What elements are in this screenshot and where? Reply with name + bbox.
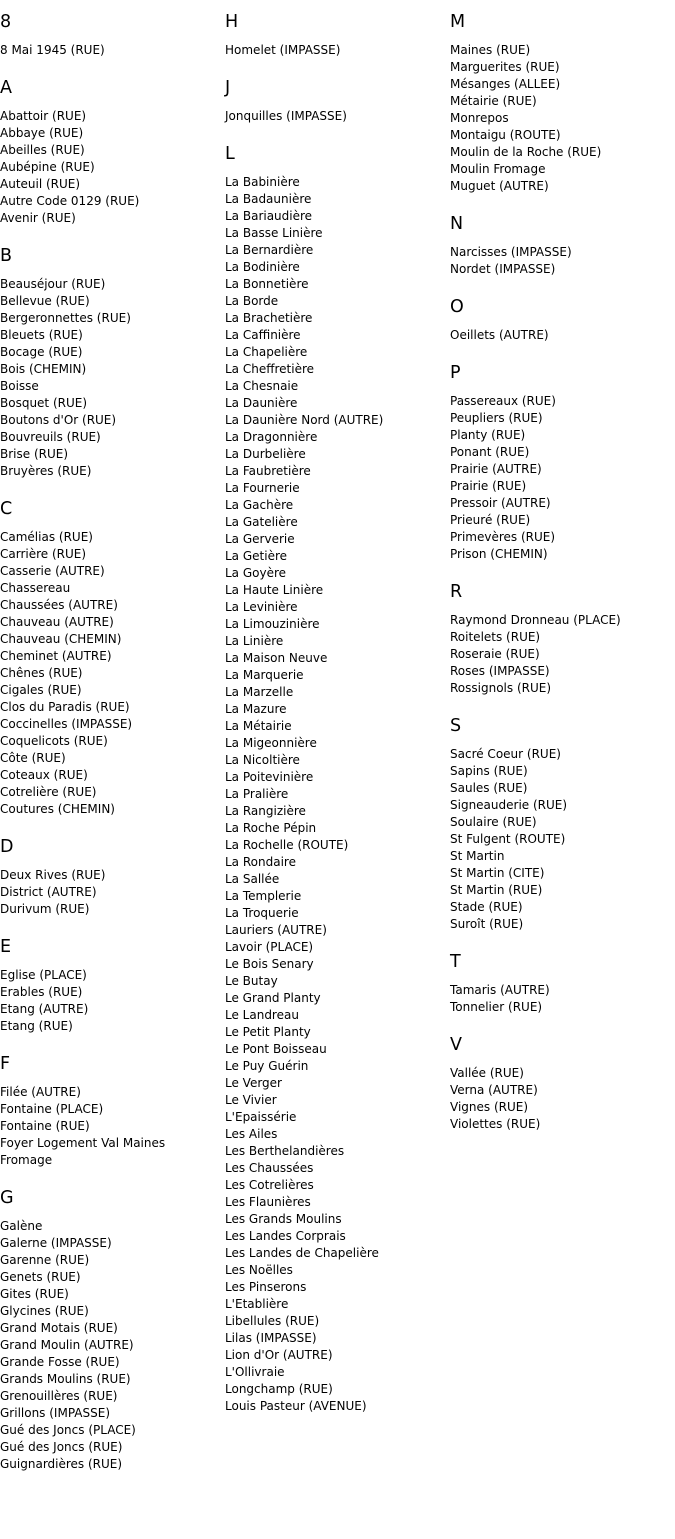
letter-heading: R	[450, 582, 463, 602]
street-name: Cigales (RUE)	[0, 683, 82, 697]
street-name: Primevères (RUE)	[450, 530, 556, 544]
street-name: La Rangizière	[225, 804, 306, 818]
street-name: Moulin Fromage	[450, 162, 546, 176]
street-name: La Rochelle (ROUTE)	[225, 838, 349, 852]
street-name: Bocage (RUE)	[0, 345, 83, 359]
street-name: Avenir (RUE)	[0, 211, 76, 225]
street-name: Tonnelier (RUE)	[450, 1000, 543, 1014]
street-name: La Daunière Nord (AUTRE)	[225, 413, 384, 427]
letter-section	[225, 144, 450, 1415]
street-list	[0, 276, 225, 480]
street-name: La Linière	[225, 634, 284, 648]
street-name: Abattoir (RUE)	[0, 109, 87, 123]
street-name: L'Etablière	[225, 1297, 289, 1311]
street-name: La Brachetière	[225, 311, 313, 325]
street-name: Les Flaunières	[225, 1195, 311, 1209]
street-name: Le Landreau	[225, 1008, 299, 1022]
street-list	[0, 967, 225, 1035]
letter-heading: B	[0, 246, 13, 266]
index-column-2	[225, 0, 450, 1415]
letter-heading: 8	[0, 12, 12, 32]
street-name: St Martin (CITE)	[450, 866, 545, 880]
street-name: Les Landes de Chapelière	[225, 1246, 379, 1260]
street-name: Montaigu (ROUTE)	[450, 128, 561, 142]
street-name: La Gatelière	[225, 515, 298, 529]
street-name: Maines (RUE)	[450, 43, 531, 57]
street-list	[450, 746, 675, 933]
street-name: La Chapelière	[225, 345, 308, 359]
street-name: Camélias (RUE)	[0, 530, 93, 544]
street-name: La Daunière	[225, 396, 298, 410]
street-name: La Goyère	[225, 566, 287, 580]
letter-section	[450, 12, 675, 195]
street-name: Fromage	[0, 1153, 53, 1167]
street-list	[0, 1084, 225, 1169]
street-name: Pressoir (AUTRE)	[450, 496, 551, 510]
street-name: Etang (AUTRE)	[0, 1002, 89, 1016]
street-name: Foyer Logement Val Maines	[0, 1136, 166, 1150]
street-name: Bellevue (RUE)	[0, 294, 90, 308]
street-name: Longchamp (RUE)	[225, 1382, 333, 1396]
street-name: Soulaire (RUE)	[450, 815, 537, 829]
street-name: La Nicoltière	[225, 753, 300, 767]
letter-section	[450, 582, 675, 697]
street-name: La Métairie	[225, 719, 292, 733]
street-name: St Fulgent (ROUTE)	[450, 832, 566, 846]
street-name: Grillons (IMPASSE)	[0, 1406, 110, 1420]
letter-heading: O	[450, 297, 464, 317]
street-list	[450, 982, 675, 1016]
street-name: Marguerites (RUE)	[450, 60, 560, 74]
street-name: Eglise (PLACE)	[0, 968, 87, 982]
street-name: Passereaux (RUE)	[450, 394, 556, 408]
street-name: La Templerie	[225, 889, 302, 903]
letter-section	[450, 716, 675, 933]
street-name: Le Pont Boisseau	[225, 1042, 327, 1056]
street-name: La Maison Neuve	[225, 651, 328, 665]
street-name: Coutures (CHEMIN)	[0, 802, 115, 816]
street-name: Bruyères (RUE)	[0, 464, 92, 478]
letter-heading: S	[450, 716, 462, 736]
street-name: Roitelets (RUE)	[450, 630, 541, 644]
street-name: Galerne (IMPASSE)	[0, 1236, 112, 1250]
street-name: Clos du Paradis (RUE)	[0, 700, 130, 714]
letter-section	[0, 1188, 225, 1473]
street-name: Les Chaussées	[225, 1161, 314, 1175]
letter-section	[450, 214, 675, 278]
street-name: La Marquerie	[225, 668, 304, 682]
street-list	[0, 529, 225, 818]
letter-section	[450, 297, 675, 344]
street-name: Chauveau (AUTRE)	[0, 615, 114, 629]
street-list	[0, 42, 225, 59]
letter-section	[0, 12, 225, 59]
street-name: La Marzelle	[225, 685, 294, 699]
street-name: Brise (RUE)	[0, 447, 69, 461]
letter-heading: H	[225, 12, 239, 32]
letter-heading: C	[0, 499, 13, 519]
letter-heading: A	[0, 78, 12, 98]
street-name: La Gachère	[225, 498, 294, 512]
street-name: Beauséjour (RUE)	[0, 277, 106, 291]
street-name: Sacré Coeur (RUE)	[450, 747, 561, 761]
street-name: Chauveau (CHEMIN)	[0, 632, 122, 646]
letter-heading: M	[450, 12, 466, 32]
street-list	[225, 42, 450, 59]
street-name: Etang (RUE)	[0, 1019, 73, 1033]
street-name: La Faubretière	[225, 464, 311, 478]
street-name: District (AUTRE)	[0, 885, 97, 899]
letter-section	[450, 363, 675, 563]
street-name: St Martin	[450, 849, 505, 863]
letter-section	[0, 1054, 225, 1169]
street-name: Deux Rives (RUE)	[0, 868, 106, 882]
street-name: Les Pinserons	[225, 1280, 307, 1294]
letter-heading: N	[450, 214, 464, 234]
letter-section	[450, 952, 675, 1016]
street-name: Sapins (RUE)	[450, 764, 528, 778]
street-name: Chênes (RUE)	[0, 666, 83, 680]
street-name: Les Berthelandières	[225, 1144, 345, 1158]
street-name: La Badaunière	[225, 192, 312, 206]
letter-section	[0, 837, 225, 918]
street-name: Suroît (RUE)	[450, 917, 524, 931]
street-list	[450, 612, 675, 697]
street-name: Galène	[0, 1219, 43, 1233]
street-name: Signeauderie (RUE)	[450, 798, 568, 812]
street-name: Fontaine (RUE)	[0, 1119, 90, 1133]
street-name: La Durbelière	[225, 447, 306, 461]
street-name: Peupliers (RUE)	[450, 411, 543, 425]
street-name: Roseraie (RUE)	[450, 647, 540, 661]
street-name: Grands Moulins (RUE)	[0, 1372, 131, 1386]
street-name: St Martin (RUE)	[450, 883, 543, 897]
street-name: Prairie (RUE)	[450, 479, 527, 493]
street-name: Gué des Joncs (RUE)	[0, 1440, 123, 1454]
street-name: Filée (AUTRE)	[0, 1085, 81, 1099]
street-name: Abeilles (RUE)	[0, 143, 85, 157]
street-name: La Troquerie	[225, 906, 299, 920]
street-name: La Rondaire	[225, 855, 296, 869]
street-name: Autre Code 0129 (RUE)	[0, 194, 140, 208]
street-name: Lion d'Or (AUTRE)	[225, 1348, 333, 1362]
street-name: La Babinière	[225, 175, 300, 189]
street-name: Coquelicots (RUE)	[0, 734, 108, 748]
street-name: Raymond Dronneau (PLACE)	[450, 613, 621, 627]
street-name: Grand Moulin (AUTRE)	[0, 1338, 134, 1352]
street-name: La Levinière	[225, 600, 298, 614]
street-name: 8 Mai 1945 (RUE)	[0, 43, 105, 57]
street-name: Homelet (IMPASSE)	[225, 43, 341, 57]
street-name: Monrepos	[450, 111, 509, 125]
index-column-1	[0, 0, 225, 1473]
street-name: Les Grands Moulins	[225, 1212, 342, 1226]
street-list	[450, 1065, 675, 1133]
street-name: Prairie (AUTRE)	[450, 462, 542, 476]
street-name: Grand Motais (RUE)	[0, 1321, 118, 1335]
street-name: Le Grand Planty	[225, 991, 321, 1005]
street-list	[450, 42, 675, 195]
street-name: Jonquilles (IMPASSE)	[225, 109, 347, 123]
street-name: Erables (RUE)	[0, 985, 83, 999]
street-name: Bouvreuils (RUE)	[0, 430, 101, 444]
street-name: Grande Fosse (RUE)	[0, 1355, 120, 1369]
street-name: Les Ailes	[225, 1127, 278, 1141]
street-name: Moulin de la Roche (RUE)	[450, 145, 602, 159]
street-name: Durivum (RUE)	[0, 902, 90, 916]
street-name: Prison (CHEMIN)	[450, 547, 548, 561]
street-name: Aubépine (RUE)	[0, 160, 95, 174]
street-name: La Bariaudière	[225, 209, 313, 223]
street-name: Bergeronnettes (RUE)	[0, 311, 131, 325]
street-name: Le Vivier	[225, 1093, 277, 1107]
street-name: Chaussées (AUTRE)	[0, 598, 118, 612]
street-name: La Migeonnière	[225, 736, 317, 750]
street-name: La Bodinière	[225, 260, 300, 274]
street-name: Bosquet (RUE)	[0, 396, 88, 410]
street-name: Vallée (RUE)	[450, 1066, 524, 1080]
street-name: Lavoir (PLACE)	[225, 940, 314, 954]
street-name: Genets (RUE)	[0, 1270, 81, 1284]
street-name: Métairie (RUE)	[450, 94, 537, 108]
street-name: La Caffinière	[225, 328, 301, 342]
street-list	[450, 244, 675, 278]
street-name: Tamaris (AUTRE)	[450, 983, 550, 997]
letter-heading: F	[0, 1054, 11, 1074]
street-name: Cotrelière (RUE)	[0, 785, 97, 799]
street-name: La Bernardière	[225, 243, 314, 257]
letter-section	[0, 246, 225, 480]
street-name: Stade (RUE)	[450, 900, 523, 914]
street-name: La Fournerie	[225, 481, 300, 495]
street-name: Lauriers (AUTRE)	[225, 923, 327, 937]
street-name: La Roche Pépin	[225, 821, 317, 835]
street-name: Garenne (RUE)	[0, 1253, 90, 1267]
street-name: Muguet (AUTRE)	[450, 179, 549, 193]
street-name: La Limouzinière	[225, 617, 320, 631]
street-name: Carrière (RUE)	[0, 547, 87, 561]
street-list	[0, 1218, 225, 1473]
letter-section	[0, 499, 225, 818]
street-name: Boutons d'Or (RUE)	[0, 413, 117, 427]
street-name: Les Noëlles	[225, 1263, 293, 1277]
street-name: Coteaux (RUE)	[0, 768, 88, 782]
letter-section	[0, 78, 225, 227]
street-name: La Getière	[225, 549, 288, 563]
street-name: La Pralière	[225, 787, 289, 801]
street-name: Prieuré (RUE)	[450, 513, 531, 527]
street-name: Le Butay	[225, 974, 278, 988]
street-name: Vignes (RUE)	[450, 1100, 529, 1114]
street-name: Oeillets (AUTRE)	[450, 328, 549, 342]
street-name: La Dragonnière	[225, 430, 318, 444]
street-name: Le Verger	[225, 1076, 282, 1090]
street-name: L'Ollivraie	[225, 1365, 285, 1379]
street-name: Coccinelles (IMPASSE)	[0, 717, 133, 731]
street-name: Ponant (RUE)	[450, 445, 530, 459]
street-name: L'Epaissérie	[225, 1110, 297, 1124]
street-name: Bois (CHEMIN)	[0, 362, 87, 376]
letter-heading: J	[225, 78, 231, 98]
street-name: La Borde	[225, 294, 279, 308]
street-name: La Poitevinière	[225, 770, 314, 784]
street-list	[225, 108, 450, 125]
letter-heading: L	[225, 144, 235, 164]
street-name: La Gerverie	[225, 532, 295, 546]
street-list	[450, 327, 675, 344]
street-name: Planty (RUE)	[450, 428, 526, 442]
letter-section	[225, 78, 450, 125]
street-name: Bleuets (RUE)	[0, 328, 83, 342]
street-name: Gué des Joncs (PLACE)	[0, 1423, 136, 1437]
street-name: Saules (RUE)	[450, 781, 528, 795]
letter-heading: P	[450, 363, 461, 383]
letter-heading: V	[450, 1035, 462, 1055]
street-name: La Haute Linière	[225, 583, 324, 597]
letter-heading: T	[450, 952, 461, 972]
street-name: Nordet (IMPASSE)	[450, 262, 556, 276]
street-list	[0, 867, 225, 918]
street-name: Les Cotrelières	[225, 1178, 314, 1192]
street-name: La Bonnetière	[225, 277, 309, 291]
letter-heading: D	[0, 837, 14, 857]
street-name: Le Petit Planty	[225, 1025, 311, 1039]
street-name: Gites (RUE)	[0, 1287, 69, 1301]
street-name: La Sallée	[225, 872, 280, 886]
street-name: Le Bois Senary	[225, 957, 314, 971]
letter-heading: G	[0, 1188, 14, 1208]
street-name: Cheminet (AUTRE)	[0, 649, 112, 663]
street-name: Grenouillères (RUE)	[0, 1389, 118, 1403]
street-name: La Mazure	[225, 702, 287, 716]
letter-heading: E	[0, 937, 12, 957]
letter-section	[225, 12, 450, 59]
letter-section	[0, 937, 225, 1035]
street-name: Guignardières (RUE)	[0, 1457, 123, 1471]
street-name: Côte (RUE)	[0, 751, 66, 765]
street-list	[0, 108, 225, 227]
street-list	[450, 393, 675, 563]
street-name: Violettes (RUE)	[450, 1117, 541, 1131]
street-name: La Cheffretière	[225, 362, 315, 376]
street-name: Le Puy Guérin	[225, 1059, 309, 1073]
index-column-3	[450, 0, 675, 1133]
street-name: Les Landes Corprais	[225, 1229, 346, 1243]
street-name: Chassereau	[0, 581, 71, 595]
street-name: Auteuil (RUE)	[0, 177, 81, 191]
street-name: Narcisses (IMPASSE)	[450, 245, 572, 259]
street-name: Casserie (AUTRE)	[0, 564, 105, 578]
street-name: Boisse	[0, 379, 39, 393]
street-name: Abbaye (RUE)	[0, 126, 84, 140]
street-list	[225, 174, 450, 1415]
street-name: Louis Pasteur (AVENUE)	[225, 1399, 367, 1413]
street-name: Verna (AUTRE)	[450, 1083, 538, 1097]
street-name: Fontaine (PLACE)	[0, 1102, 104, 1116]
letter-section	[450, 1035, 675, 1133]
street-name: La Basse Linière	[225, 226, 323, 240]
street-name: Rossignols (RUE)	[450, 681, 552, 695]
street-name: Libellules (RUE)	[225, 1314, 320, 1328]
street-name: La Chesnaie	[225, 379, 299, 393]
street-name: Lilas (IMPASSE)	[225, 1331, 317, 1345]
street-name: Roses (IMPASSE)	[450, 664, 550, 678]
street-name: Mésanges (ALLEE)	[450, 77, 561, 91]
street-name: Glycines (RUE)	[0, 1304, 89, 1318]
